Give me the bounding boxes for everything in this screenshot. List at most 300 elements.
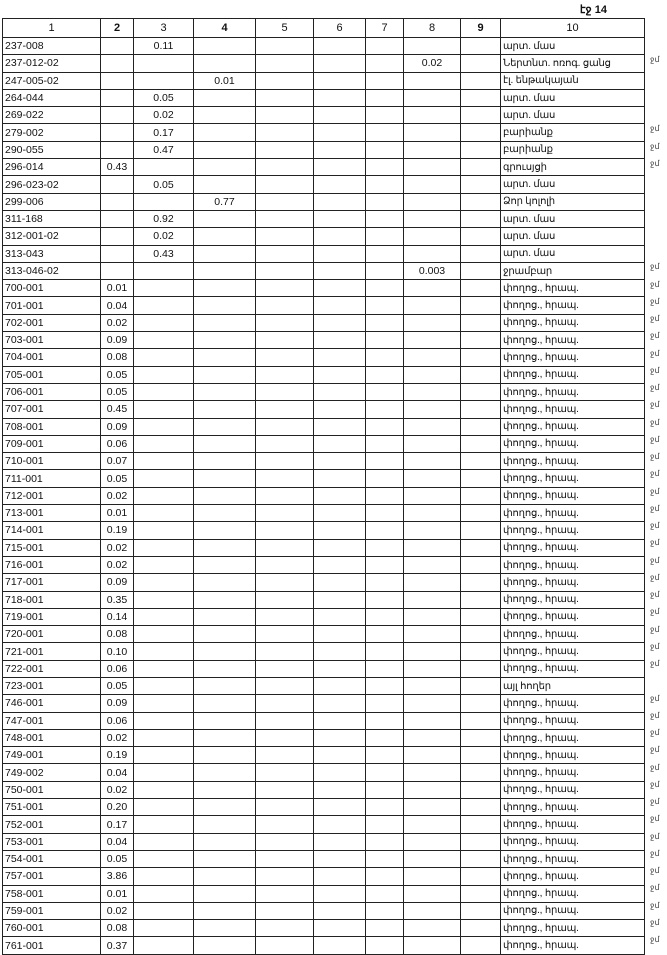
land-use-cell: ջրամբար [501, 262, 645, 279]
area-cell [366, 55, 404, 72]
margin-note: ջմ [650, 900, 660, 910]
margin-note: ջմ [650, 745, 660, 755]
area-cell: 0.08 [101, 626, 134, 643]
area-cell [194, 107, 256, 124]
area-cell [461, 695, 501, 712]
area-cell [404, 677, 461, 694]
area-cell: 0.17 [101, 816, 134, 833]
area-cell [366, 868, 404, 885]
area-cell [461, 660, 501, 677]
area-cell: 0.05 [101, 850, 134, 867]
area-cell: 0.02 [101, 902, 134, 919]
area-cell [314, 89, 366, 106]
area-cell [404, 833, 461, 850]
area-cell [134, 522, 194, 539]
area-cell: 0.92 [134, 210, 194, 227]
area-cell [194, 349, 256, 366]
area-cell [134, 366, 194, 383]
area-cell [461, 885, 501, 902]
area-cell: 0.77 [194, 193, 256, 210]
area-cell [194, 885, 256, 902]
area-cell [404, 418, 461, 435]
table-row [3, 401, 645, 418]
area-cell [134, 885, 194, 902]
area-cell [134, 383, 194, 400]
area-cell [194, 574, 256, 591]
area-cell [256, 297, 314, 314]
area-cell [194, 55, 256, 72]
land-use-cell: փողոց., հրապ. [501, 574, 645, 591]
area-cell [256, 366, 314, 383]
area-cell [404, 401, 461, 418]
area-cell [256, 176, 314, 193]
area-cell [366, 176, 404, 193]
area-cell [134, 643, 194, 660]
parcel-code-cell: 714-001 [3, 522, 101, 539]
area-cell [256, 401, 314, 418]
area-cell [404, 107, 461, 124]
margin-note: ջմ [650, 400, 660, 410]
parcel-code-cell: 701-001 [3, 297, 101, 314]
area-cell [194, 366, 256, 383]
area-cell [194, 902, 256, 919]
area-cell [194, 435, 256, 452]
area-cell [366, 280, 404, 297]
area-cell [101, 124, 134, 141]
table-row [3, 729, 645, 746]
area-cell [256, 712, 314, 729]
land-use-cell: արտ. մաս [501, 38, 645, 55]
area-cell [194, 314, 256, 331]
area-cell [256, 556, 314, 573]
parcel-code-cell: 279-002 [3, 124, 101, 141]
margin-note: ջմ [650, 762, 660, 772]
area-cell [461, 55, 501, 72]
land-use-cell: փողոց., հրապ. [501, 505, 645, 522]
parcel-code-cell: 700-001 [3, 280, 101, 297]
table-row [3, 591, 645, 608]
area-cell [366, 470, 404, 487]
land-use-cell: փողոց., հրապ. [501, 280, 645, 297]
area-cell: 0.01 [101, 505, 134, 522]
land-use-cell: փողոց., հրապ. [501, 487, 645, 504]
parcel-code-cell: 721-001 [3, 643, 101, 660]
column-header-1: 1 [3, 19, 101, 38]
area-cell: 0.05 [134, 89, 194, 106]
area-cell [461, 72, 501, 89]
area-cell [256, 695, 314, 712]
area-cell [314, 539, 366, 556]
area-cell [461, 591, 501, 608]
area-cell [134, 72, 194, 89]
area-cell [256, 574, 314, 591]
area-cell [404, 159, 461, 176]
area-cell [404, 72, 461, 89]
area-cell [134, 280, 194, 297]
land-use-cell: փողոց., հրապ. [501, 418, 645, 435]
area-cell: 0.02 [134, 228, 194, 245]
area-cell [101, 210, 134, 227]
area-cell [404, 695, 461, 712]
area-cell [314, 816, 366, 833]
area-cell [461, 453, 501, 470]
area-cell [404, 764, 461, 781]
area-cell [134, 729, 194, 746]
parcel-code-cell: 751-001 [3, 799, 101, 816]
parcel-code-cell: 749-002 [3, 764, 101, 781]
land-use-cell: փողոց., հրապ. [501, 332, 645, 349]
area-cell [314, 677, 366, 694]
table-row [3, 816, 645, 833]
table-row [3, 210, 645, 227]
area-cell: 0.11 [134, 38, 194, 55]
area-cell [134, 262, 194, 279]
area-cell [461, 608, 501, 625]
area-cell [101, 262, 134, 279]
area-cell [314, 453, 366, 470]
area-cell [314, 522, 366, 539]
area-cell [314, 608, 366, 625]
area-cell [256, 159, 314, 176]
margin-note: ջմ [650, 728, 660, 737]
area-cell [366, 124, 404, 141]
area-cell [461, 799, 501, 816]
area-cell: 0.02 [101, 539, 134, 556]
area-cell [461, 781, 501, 798]
area-cell [256, 280, 314, 297]
area-cell [404, 868, 461, 885]
margin-note: ջմ [650, 572, 660, 582]
land-use-cell: փողոց., հրապ. [501, 902, 645, 919]
margin-note: ջմ [650, 469, 660, 479]
table-row [3, 383, 645, 400]
parcel-code-cell: 313-046-02 [3, 262, 101, 279]
table-row [3, 107, 645, 124]
area-cell [366, 228, 404, 245]
area-cell: 0.35 [101, 591, 134, 608]
parcel-code-cell: 718-001 [3, 591, 101, 608]
area-cell [461, 816, 501, 833]
area-cell [404, 38, 461, 55]
area-cell [404, 643, 461, 660]
area-cell [314, 747, 366, 764]
table-row [3, 366, 645, 383]
area-cell [256, 885, 314, 902]
area-cell: 0.08 [101, 349, 134, 366]
table-row [3, 920, 645, 937]
area-cell [314, 401, 366, 418]
area-cell [366, 89, 404, 106]
area-cell [404, 729, 461, 746]
land-use-cell: փողոց., հրապ. [501, 297, 645, 314]
area-cell [314, 159, 366, 176]
area-cell [194, 539, 256, 556]
margin-note: ջմ [650, 348, 660, 358]
parcel-code-cell: 752-001 [3, 816, 101, 833]
area-cell [314, 487, 366, 504]
area-cell [256, 487, 314, 504]
area-cell [366, 539, 404, 556]
land-use-cell: Ձոր կոլոլի [501, 193, 645, 210]
area-cell [461, 176, 501, 193]
area-cell [404, 660, 461, 677]
land-use-cell: փողոց., հրապ. [501, 781, 645, 798]
area-cell [461, 729, 501, 746]
margin-note: ջմ [650, 779, 660, 789]
table-row [3, 712, 645, 729]
land-use-cell: փողոց., հրապ. [501, 885, 645, 902]
parcel-code-cell: 715-001 [3, 539, 101, 556]
land-use-cell: փողոց., հրապ. [501, 868, 645, 885]
parcel-code-cell: 747-001 [3, 712, 101, 729]
parcel-code-cell: 709-001 [3, 435, 101, 452]
area-cell [256, 626, 314, 643]
area-cell [314, 418, 366, 435]
land-use-cell: արտ. մաս [501, 228, 645, 245]
column-header-7: 7 [366, 19, 404, 38]
area-cell [314, 280, 366, 297]
area-cell [314, 210, 366, 227]
area-cell [101, 55, 134, 72]
area-cell [314, 885, 366, 902]
area-cell [366, 747, 404, 764]
area-cell [366, 522, 404, 539]
area-cell [366, 816, 404, 833]
area-cell [366, 608, 404, 625]
area-cell [101, 245, 134, 262]
area-cell [194, 297, 256, 314]
area-cell [366, 574, 404, 591]
area-cell [404, 470, 461, 487]
area-cell [194, 280, 256, 297]
area-cell [314, 245, 366, 262]
parcel-code-cell: 716-001 [3, 556, 101, 573]
margin-note: ջմ [650, 883, 660, 893]
area-cell [461, 522, 501, 539]
area-cell: 0.02 [101, 314, 134, 331]
area-cell [461, 38, 501, 55]
area-cell [461, 850, 501, 867]
parcel-code-cell: 299-006 [3, 193, 101, 210]
table-row [3, 176, 645, 193]
land-use-cell: գրուսյցի [501, 159, 645, 176]
area-cell [366, 626, 404, 643]
table-row [3, 660, 645, 677]
area-cell [314, 781, 366, 798]
area-cell [256, 55, 314, 72]
area-cell [256, 747, 314, 764]
area-cell [256, 245, 314, 262]
margin-note: ջմ [650, 848, 660, 858]
area-cell [314, 228, 366, 245]
area-cell [461, 193, 501, 210]
area-cell [256, 868, 314, 885]
area-cell [461, 383, 501, 400]
table-row [3, 643, 645, 660]
area-cell [194, 470, 256, 487]
land-use-cell: փողոց., հրապ. [501, 591, 645, 608]
margin-note: ջմ [650, 486, 660, 496]
area-cell [134, 833, 194, 850]
margin-note: ջմ [650, 314, 660, 323]
area-cell [134, 747, 194, 764]
land-use-cell: փողոց., հրապ. [501, 660, 645, 677]
area-cell [461, 349, 501, 366]
table-row [3, 38, 645, 55]
margin-note: ջմ [650, 641, 660, 651]
parcel-code-cell: 712-001 [3, 487, 101, 504]
area-cell [314, 799, 366, 816]
area-cell: 0.02 [101, 781, 134, 798]
table-row [3, 141, 645, 158]
area-cell [461, 418, 501, 435]
area-cell [404, 280, 461, 297]
area-cell [366, 453, 404, 470]
table-row [3, 72, 645, 89]
parcel-code-cell: 713-001 [3, 505, 101, 522]
area-cell [314, 314, 366, 331]
table-row [3, 747, 645, 764]
land-use-cell: փողոց., հրապ. [501, 833, 645, 850]
area-cell [314, 366, 366, 383]
table-row [3, 418, 645, 435]
area-cell [194, 505, 256, 522]
table-row [3, 626, 645, 643]
area-cell [101, 176, 134, 193]
area-cell [404, 505, 461, 522]
area-cell [366, 850, 404, 867]
area-cell [404, 383, 461, 400]
area-cell [366, 107, 404, 124]
area-cell [256, 781, 314, 798]
area-cell [404, 124, 461, 141]
area-cell [314, 193, 366, 210]
area-cell [256, 210, 314, 227]
parcel-code-cell: 707-001 [3, 401, 101, 418]
area-cell [461, 107, 501, 124]
land-use-cell: փողոց., հրապ. [501, 314, 645, 331]
area-cell [314, 470, 366, 487]
area-cell [404, 781, 461, 798]
area-cell [134, 781, 194, 798]
land-use-cell: արտ. մաս [501, 210, 645, 227]
land-use-cell: բարիանք [501, 124, 645, 141]
area-cell: 0.02 [101, 556, 134, 573]
area-cell [366, 677, 404, 694]
area-cell [194, 626, 256, 643]
area-cell [314, 124, 366, 141]
area-cell [404, 176, 461, 193]
parcel-code-cell: 702-001 [3, 314, 101, 331]
table-row [3, 764, 645, 781]
header-row [3, 19, 645, 38]
area-cell [366, 902, 404, 919]
margin-note: ջմ [650, 693, 660, 703]
area-cell [366, 556, 404, 573]
area-cell [194, 383, 256, 400]
area-cell: 0.01 [101, 280, 134, 297]
area-cell [134, 487, 194, 504]
area-cell [366, 660, 404, 677]
area-cell [256, 833, 314, 850]
margin-note: ջմ [650, 935, 660, 944]
area-cell [134, 332, 194, 349]
area-cell [366, 366, 404, 383]
area-cell [256, 643, 314, 660]
area-cell [194, 850, 256, 867]
parcel-code-cell: 757-001 [3, 868, 101, 885]
area-cell [366, 297, 404, 314]
area-cell [461, 574, 501, 591]
margin-note: ջմ [650, 124, 660, 134]
parcel-code-cell: 269-022 [3, 107, 101, 124]
area-cell [134, 868, 194, 885]
area-cell [404, 193, 461, 210]
area-cell [256, 141, 314, 158]
table-row [3, 314, 645, 331]
area-cell [404, 539, 461, 556]
area-cell [134, 349, 194, 366]
area-cell [256, 383, 314, 400]
land-use-cell: արտ. մաս [501, 245, 645, 262]
margin-note: ջմ [650, 331, 660, 341]
land-use-cell: փողոց., հրապ. [501, 626, 645, 643]
area-cell: 0.37 [101, 937, 134, 954]
land-use-cell: էլ. ենթակայան [501, 72, 645, 89]
margin-note: ջմ [650, 607, 660, 617]
table-row [3, 850, 645, 867]
area-cell [404, 366, 461, 383]
area-cell [366, 591, 404, 608]
area-cell [461, 210, 501, 227]
area-cell [194, 332, 256, 349]
land-use-cell: փողոց., հրապ. [501, 349, 645, 366]
land-use-cell: փողոց., հրապ. [501, 816, 645, 833]
area-cell [194, 781, 256, 798]
area-cell [194, 176, 256, 193]
area-cell [256, 470, 314, 487]
area-cell [314, 660, 366, 677]
area-cell [461, 764, 501, 781]
area-cell [134, 505, 194, 522]
area-cell [256, 608, 314, 625]
area-cell [404, 435, 461, 452]
land-use-cell: փողոց., հրապ. [501, 366, 645, 383]
area-cell: 0.05 [101, 383, 134, 400]
area-cell [314, 643, 366, 660]
land-use-cell: արտ. մաս [501, 107, 645, 124]
area-cell [366, 210, 404, 227]
area-cell [134, 574, 194, 591]
area-cell [366, 729, 404, 746]
area-cell [404, 591, 461, 608]
margin-note: ջմ [650, 624, 660, 634]
parcel-code-cell: 761-001 [3, 937, 101, 954]
area-cell [404, 712, 461, 729]
area-cell [194, 608, 256, 625]
table-row [3, 470, 645, 487]
area-cell [256, 539, 314, 556]
parcel-code-cell: 708-001 [3, 418, 101, 435]
area-cell [404, 885, 461, 902]
area-cell [314, 55, 366, 72]
area-cell [366, 764, 404, 781]
parcel-code-cell: 706-001 [3, 383, 101, 400]
area-cell: 0.09 [101, 574, 134, 591]
parcel-code-cell: 720-001 [3, 626, 101, 643]
area-cell [461, 712, 501, 729]
area-cell [461, 505, 501, 522]
